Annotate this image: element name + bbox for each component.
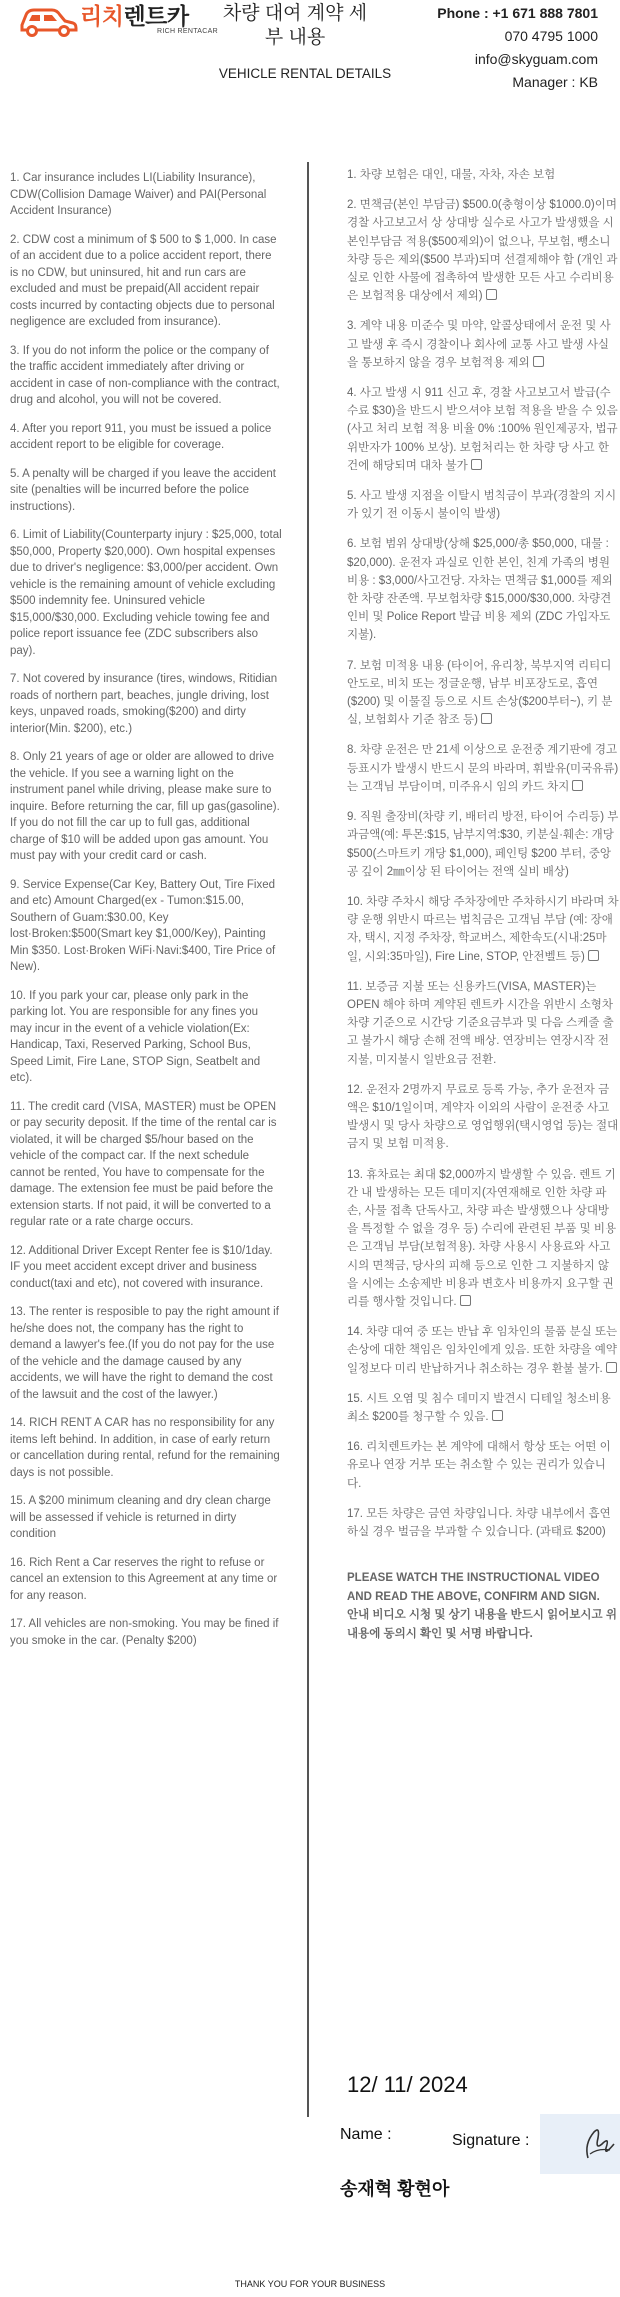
term-ko-5: 5. 사고 발생 지점을 이탈시 범칙금이 부과(경찰의 지시가 있기 전 이동시 불이익 발생) xyxy=(347,490,617,521)
agree-checkbox[interactable] xyxy=(492,1410,503,1421)
term-ko-16: 16. 리치렌트카는 본 계약에 대해서 항상 또는 어떤 이유로나 연장 거부 또는 취소할 수 있는 권리가 있습니다. xyxy=(347,1441,611,1490)
page-title-korean: 차량 대여 계약 세부 내용 xyxy=(222,3,368,48)
agree-checkbox[interactable] xyxy=(471,459,482,470)
instruction-notice-korean: 안내 비디오 시청 및 상기 내용을 반드시 읽어보시고 위 내용에 동의시 확인 및 서명 바랍니다. xyxy=(347,1609,617,1640)
header xyxy=(0,0,620,100)
term-en-11: 11. The credit card (VISA, MASTER) must be OPEN or pay security deposit. If the time of the rental car is violated, it will be charged $5/hour based on the vehicle of the compact car. If the next schedule cannot be rented, You have to compensate for the damage. The extension fee must be paid before the extension starts. If not paid, it will be converted to a regular rate or a rate charge occurs. xyxy=(10,1100,277,1228)
signer-name: 송재혁 황현아 xyxy=(340,2179,450,2199)
term-ko-12: 12. 운전자 2명까지 무료로 등록 가능, 추가 운전자 금액은 $10/1일이며, 계약자 이외의 사람이 운전중 사고 발생시 및 당사 차량으로 영업행위(택시영업 등)는 절대 금지 및 보험 미적용. xyxy=(347,1083,619,1151)
name-label: Name : xyxy=(340,2126,392,2143)
term-ko-8: 8. 차량 운전은 만 21세 이상으로 운전중 계기판에 경고등표시가 발생시 반드시 문의 바라며, 휘발유(미국유류)는 고객님 부담이며, 미주유시 임의 카드 차지 xyxy=(347,744,619,793)
term-en-4: 4. After you report 911, you must be issued a police accident report to be eligible for coverage. xyxy=(10,422,272,451)
page-title: VEHICLE RENTAL DETAILS xyxy=(218,66,392,81)
term-en-10: 10. If you park your car, please only park in the parking lot. You are responsible for any fines you may incur in the event of a vehicle violation(Ex: Handicap, Taxi, Reserved Parking, School Bus, Speed Limit, Fire Lane, STOP Sign, Seatbelt and etc). xyxy=(10,989,261,1084)
signature-row xyxy=(340,2114,620,2174)
agree-checkbox[interactable] xyxy=(572,780,583,791)
car-icon xyxy=(18,3,78,37)
contact-phone-secondary: 070 4795 1000 xyxy=(504,28,598,44)
agree-checkbox[interactable] xyxy=(486,289,497,300)
term-ko-10: 10. 차량 주차시 해당 주차장에만 주차하시기 바라며 차량 운행 위반시 따르는 법칙금은 고객님 부담 (예: 장애자, 택시, 지정 주차장, 학교버스, 제한속도(시내:25마일, 시외:35마일), Fire Line, STOP, 안전벨트 등) xyxy=(347,895,619,963)
term-ko-2: 2. 면책금(본인 부담금) $500.0(충형이상 $1000.0)이며 경찰 사고보고서 상 상대방 실수로 사고가 발생했을 시 본인부담금 적용($500제외)이 없으나, 무보험, 뺑소니 차량 등은 제외($500 부과)되며 선결제해야 함 (개인 과실로 인한 사물에 접촉하여 발생한 모든 사고 수리비용은 보험적용 대상에서 제외) xyxy=(347,199,618,303)
term-en-7: 7. Not covered by insurance (tires, windows, Ritidian roads of northern part, beaches, jungle driving, lost keys, unpaved roads, smoking($200) and dirty interior(Min. $200), etc.) xyxy=(10,673,278,735)
agree-checkbox[interactable] xyxy=(481,713,492,724)
term-en-12: 12. Additional Driver Except Renter fee is $10/1day. IF you meet accident except driver and business conduct(taxi and etc), not covered with insurance. xyxy=(10,1244,273,1290)
term-en-3: 3. If you do not inform the police or the company of the traffic accident immediately after driving or accident in case of non-compliance with the contract, drug and alcohol, you will not be covered. xyxy=(10,344,280,406)
signature-pad[interactable] xyxy=(540,2114,620,2174)
instruction-notice xyxy=(347,1569,619,1643)
logo-subtitle: RICH RENTACAR xyxy=(157,28,218,35)
company-logo xyxy=(18,0,218,40)
term-en-1: 1. Car insurance includes LI(Liability Insurance), CDW(Collision Damage Waiver) and PAI(Personal Accident Insurance) xyxy=(10,172,267,217)
contact-email: info@skyguam.com xyxy=(474,51,598,67)
term-en-14: 14. RICH RENT A CAR has no responsibility for any items left behind. In addition, in case of early return or cancellation during rental, refund for the remaining days is not possible. xyxy=(10,1417,280,1479)
term-en-15: 15. A $200 minimum cleaning and dry clean charge will be assessed if vehicle is returned in dirty condition xyxy=(10,1495,271,1540)
agree-checkbox[interactable] xyxy=(533,356,544,367)
term-en-5: 5. A penalty will be charged if you leave the accident site (penalties will be incurred before the police instructions). xyxy=(10,467,276,513)
term-en-8: 8. Only 21 years of age or older are allowed to drive the vehicle. If you see a warning light on the instrument panel while driving, please make sure to inquire. Before returning the car, fill up gas(gasoline). If you do not fill the car up to full gas, additional charge of $10 will be added upon gas amount. You must pay with your credit card or cash. xyxy=(10,751,280,862)
term-ko-1: 1. 차량 보험은 대인, 대물, 자차, 자손 보험 xyxy=(347,169,556,181)
term-en-2: 2. CDW cost a minimum of $ 500 to $ 1,000. In case of an accident due to a police accident report, there is no CDW, but uninsured, hit and run cars are excluded and must be prepaid(All accident repair costs incurred by contacting objects due to personal negligence are excluded from insurance). xyxy=(10,233,277,328)
term-ko-13: 13. 휴차료는 최대 $2,000까지 발생할 수 있음. 렌트 기간 내 발생하는 모든 데미지(자연재해로 인한 차량 파손, 사물 접촉 단독사고, 차량 파손 발생했으나 상대방을 특정할 수 없을 경우 등) 수리에 관련된 부품 및 비용은 고객님 부담(보험적용). 차량 사용시 사용료와 사고시의 면책금, 당사의 피해 등으로 인한 그 지불하지 않을 시에는 소송제반 비용과 변호사 비용까지 요구할 권리를 행사할 것입니다. xyxy=(347,1168,617,1308)
term-en-16: 16. Rich Rent a Car reserves the right to refuse or cancel an extension to this Agreement at any time or for any reason. xyxy=(10,1556,278,1602)
contract-date: 12/ 11/ 2024 xyxy=(347,2072,468,2097)
term-ko-7: 7. 보험 미적용 내용 (타이어, 유리창, 북부지역 리티디안도로, 비치 또는 정글운행, 남부 비포장도로, 흡연($200) 및 이물질 등으로 시트 손상($200부터~), 키 분실, 보험회사 기준 참조 등) xyxy=(347,659,613,727)
terms-english xyxy=(10,170,282,1661)
term-ko-14: 14. 차량 대여 중 또는 반납 후 임차인의 물품 분실 또는 손상에 대한 책임은 임차인에게 있음. 또한 차량을 예약일정보다 미리 반납하거나 취소하는 경우 환불 불가. xyxy=(347,1326,618,1375)
contact-block xyxy=(437,2,598,94)
term-en-13: 13. The renter is resposible to pay the right amount if he/she does not, the company has the right to demand a lawyer's fee.(If you do not pay for the use of the vehicle and the damage caused by any accidents, we will have the right to demand the cost of the lawsuit and the cost of the lawyer.) xyxy=(10,1306,279,1401)
instruction-notice-english: PLEASE WATCH THE INSTRUCTIONAL VIDEO AND READ THE ABOVE, CONFIRM AND SIGN. xyxy=(347,1572,600,1603)
agree-checkbox[interactable] xyxy=(460,1295,471,1306)
term-ko-4: 4. 사고 발생 시 911 신고 후, 경찰 사고보고서 발급(수수료 $30)을 반드시 받으셔야 보험 적용을 받을 수 있음(사고 처리 보험 적용 비율 0% :100% 원인제공자, 법규 위반자가 100% 보상). 보험처리는 한 차량 당 사고 한 건에 해당되며 대차 불가 xyxy=(347,387,618,472)
term-ko-6: 6. 보험 범위 상대방(상해 $25,000/총 $50,000, 대물 : $20,000). 운전자 과실로 인한 본인, 친계 가족의 병원비용 : $3,000/사고건당. 자차는 면책금 $1,000를 제외한 차량 잔존액. 무보험차량 $15,000/$30,000. 차량견인비 및 Police Report 발급 비용 제외 (ZDC 가입자도 지불). xyxy=(347,538,613,642)
term-ko-11: 11. 보증금 지불 또는 신용카드(VISA, MASTER)는OPEN 해야 하며 계약된 렌트카 시간을 위반시 소형차 차량 기준으로 시간당 기준요금부과 및 다음 스케줄 출고 불가시 해당 손해 전액 배상. 연장비는 연장시작 전 지불, 미지불시 일반요금 전환. xyxy=(347,980,614,1066)
term-en-17: 17. All vehicles are non-smoking. You may be fined if you smoke in the car. (Penalty $200) xyxy=(10,1618,279,1647)
term-ko-17: 17. 모든 차량은 금연 차량입니다. 차량 내부에서 흡연하실 경우 벌금을 부과할 수 있습니다. (과태료 $200) xyxy=(347,1507,611,1538)
agree-checkbox[interactable] xyxy=(606,1362,617,1373)
term-ko-15: 15. 시트 오염 및 침수 데미지 발견시 디테일 청소비용 최소 $200를 청구할 수 있음. xyxy=(347,1392,611,1423)
column-divider xyxy=(307,162,309,2117)
terms-korean xyxy=(347,166,619,1643)
contact-manager: Manager : KB xyxy=(512,74,598,90)
handwritten-signature xyxy=(540,2114,620,2174)
term-ko-9: 9. 직원 출장비(차량 키, 배터리 방전, 타이어 수리등) 부과금액(예: 투몬:$15, 남부지역:$30, 키분실·훼손: 개당 $500(스마트키 개당 $1,000), 페인팅 $200 부터, 중앙 공 깊이 2㎜이상 된 타이어는 전액 실비 배상) xyxy=(347,811,619,878)
term-en-9: 9. Service Expense(Car Key, Battery Out, Tire Fixed and etc) Amount Charged(ex - Tumon:$15.00, Southern of Guam:$30.00, Key lost·Broken:$500(Smart key $1,000/Key), Painting Min $350. Lost·Broken WiFi·Navi:$400, Tire Price of New). xyxy=(10,878,276,973)
agree-checkbox[interactable] xyxy=(588,950,599,961)
footer-thanks: THANK YOU FOR YOUR BUSINESS xyxy=(234,2279,386,2289)
logo-wordmark: 리치렌트카 xyxy=(80,3,189,29)
signature-label: Signature : xyxy=(452,2132,530,2149)
contact-phone: Phone : +1 671 888 7801 xyxy=(437,5,598,21)
term-ko-3: 3. 계약 내용 미준수 및 마약, 알콜상태에서 운전 및 사고 발생 후 즉시 경찰이나 회사에 교통 사고 발생 사실을 통보하지 않을 경우 보험적용 제외 xyxy=(347,320,611,369)
term-en-6: 6. Limit of Liability(Counterparty injury : $25,000, total $50,000, Property $20,000). Own hospital expenses due to driver's negligence: $3,000/per accident. Own vehicle is the remaining amount of vehicle excluding $500 indemnity fee. Uninsured vehicle $15,000/$30,000. Excluding vehicle towing fee and police report issuance fee (ZDC subscribers also pay). xyxy=(10,529,282,657)
